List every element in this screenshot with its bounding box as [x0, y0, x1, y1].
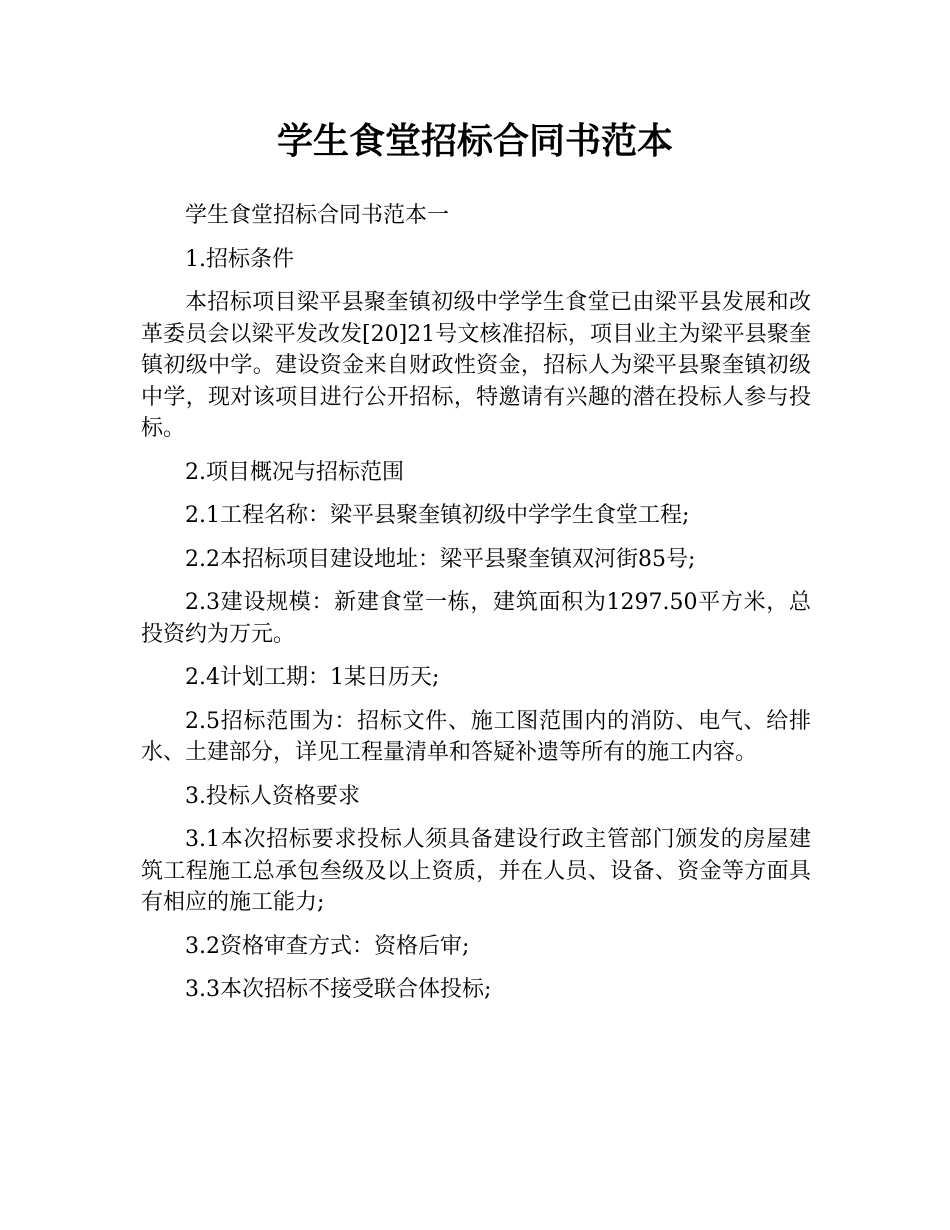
paragraph-2-2: 2.2本招标项目建设地址：梁平县聚奎镇双河街85号;: [185, 546, 696, 572]
paragraph-3-2: 3.2资格审查方式：资格后审;: [185, 933, 470, 959]
paragraph-subtitle: 学生食堂招标合同书范本一: [185, 203, 450, 228]
paragraph-2-4: 2.4计划工期：1某日历天;: [185, 665, 440, 690]
paragraph-section-3-heading: 3.投标人资格要求: [185, 783, 360, 809]
paragraph-2-3: 2.3建设规模：新建食堂一栋，建筑面积为1297.50平方米，总投资约为万元。: [141, 590, 811, 647]
document-title: 学生食堂招标合同书范本: [276, 121, 673, 162]
paragraph-section-1-text: 本招标项目梁平县聚奎镇初级中学学生食堂已由梁平县发展和改革委员会以梁平发改发[20]21号文核准招标，项目业主为梁平县聚奎镇初级中学。建设资金来自财政性资金，招标人为梁平县聚奎镇初级中学，现对该项目进行公开招标，特邀请有兴趣的潜在投标人参与投标。: [141, 290, 811, 441]
paragraph-section-1-heading: 1.招标条件: [185, 246, 294, 272]
paragraph-3-1: 3.1本次招标要求投标人须具备建设行政主管部门颁发的房屋建筑工程施工总承包叁级及以上资质，并在人员、设备、资金等方面具有相应的施工能力;: [141, 827, 811, 915]
paragraph-section-2-heading: 2.项目概况与招标范围: [185, 459, 404, 485]
paragraph-2-5: 2.5招标范围为：招标文件、施工图范围内的消防、电气、给排水、土建部分，详见工程量清单和答疑补遗等所有的施工内容。: [141, 708, 811, 765]
paragraph-2-1: 2.1工程名称：梁平县聚奎镇初级中学学生食堂工程;: [185, 503, 690, 528]
document-body: [141, 200, 811, 1018]
paragraph-3-3: 3.3本次招标不接受联合体投标;: [185, 977, 492, 1002]
